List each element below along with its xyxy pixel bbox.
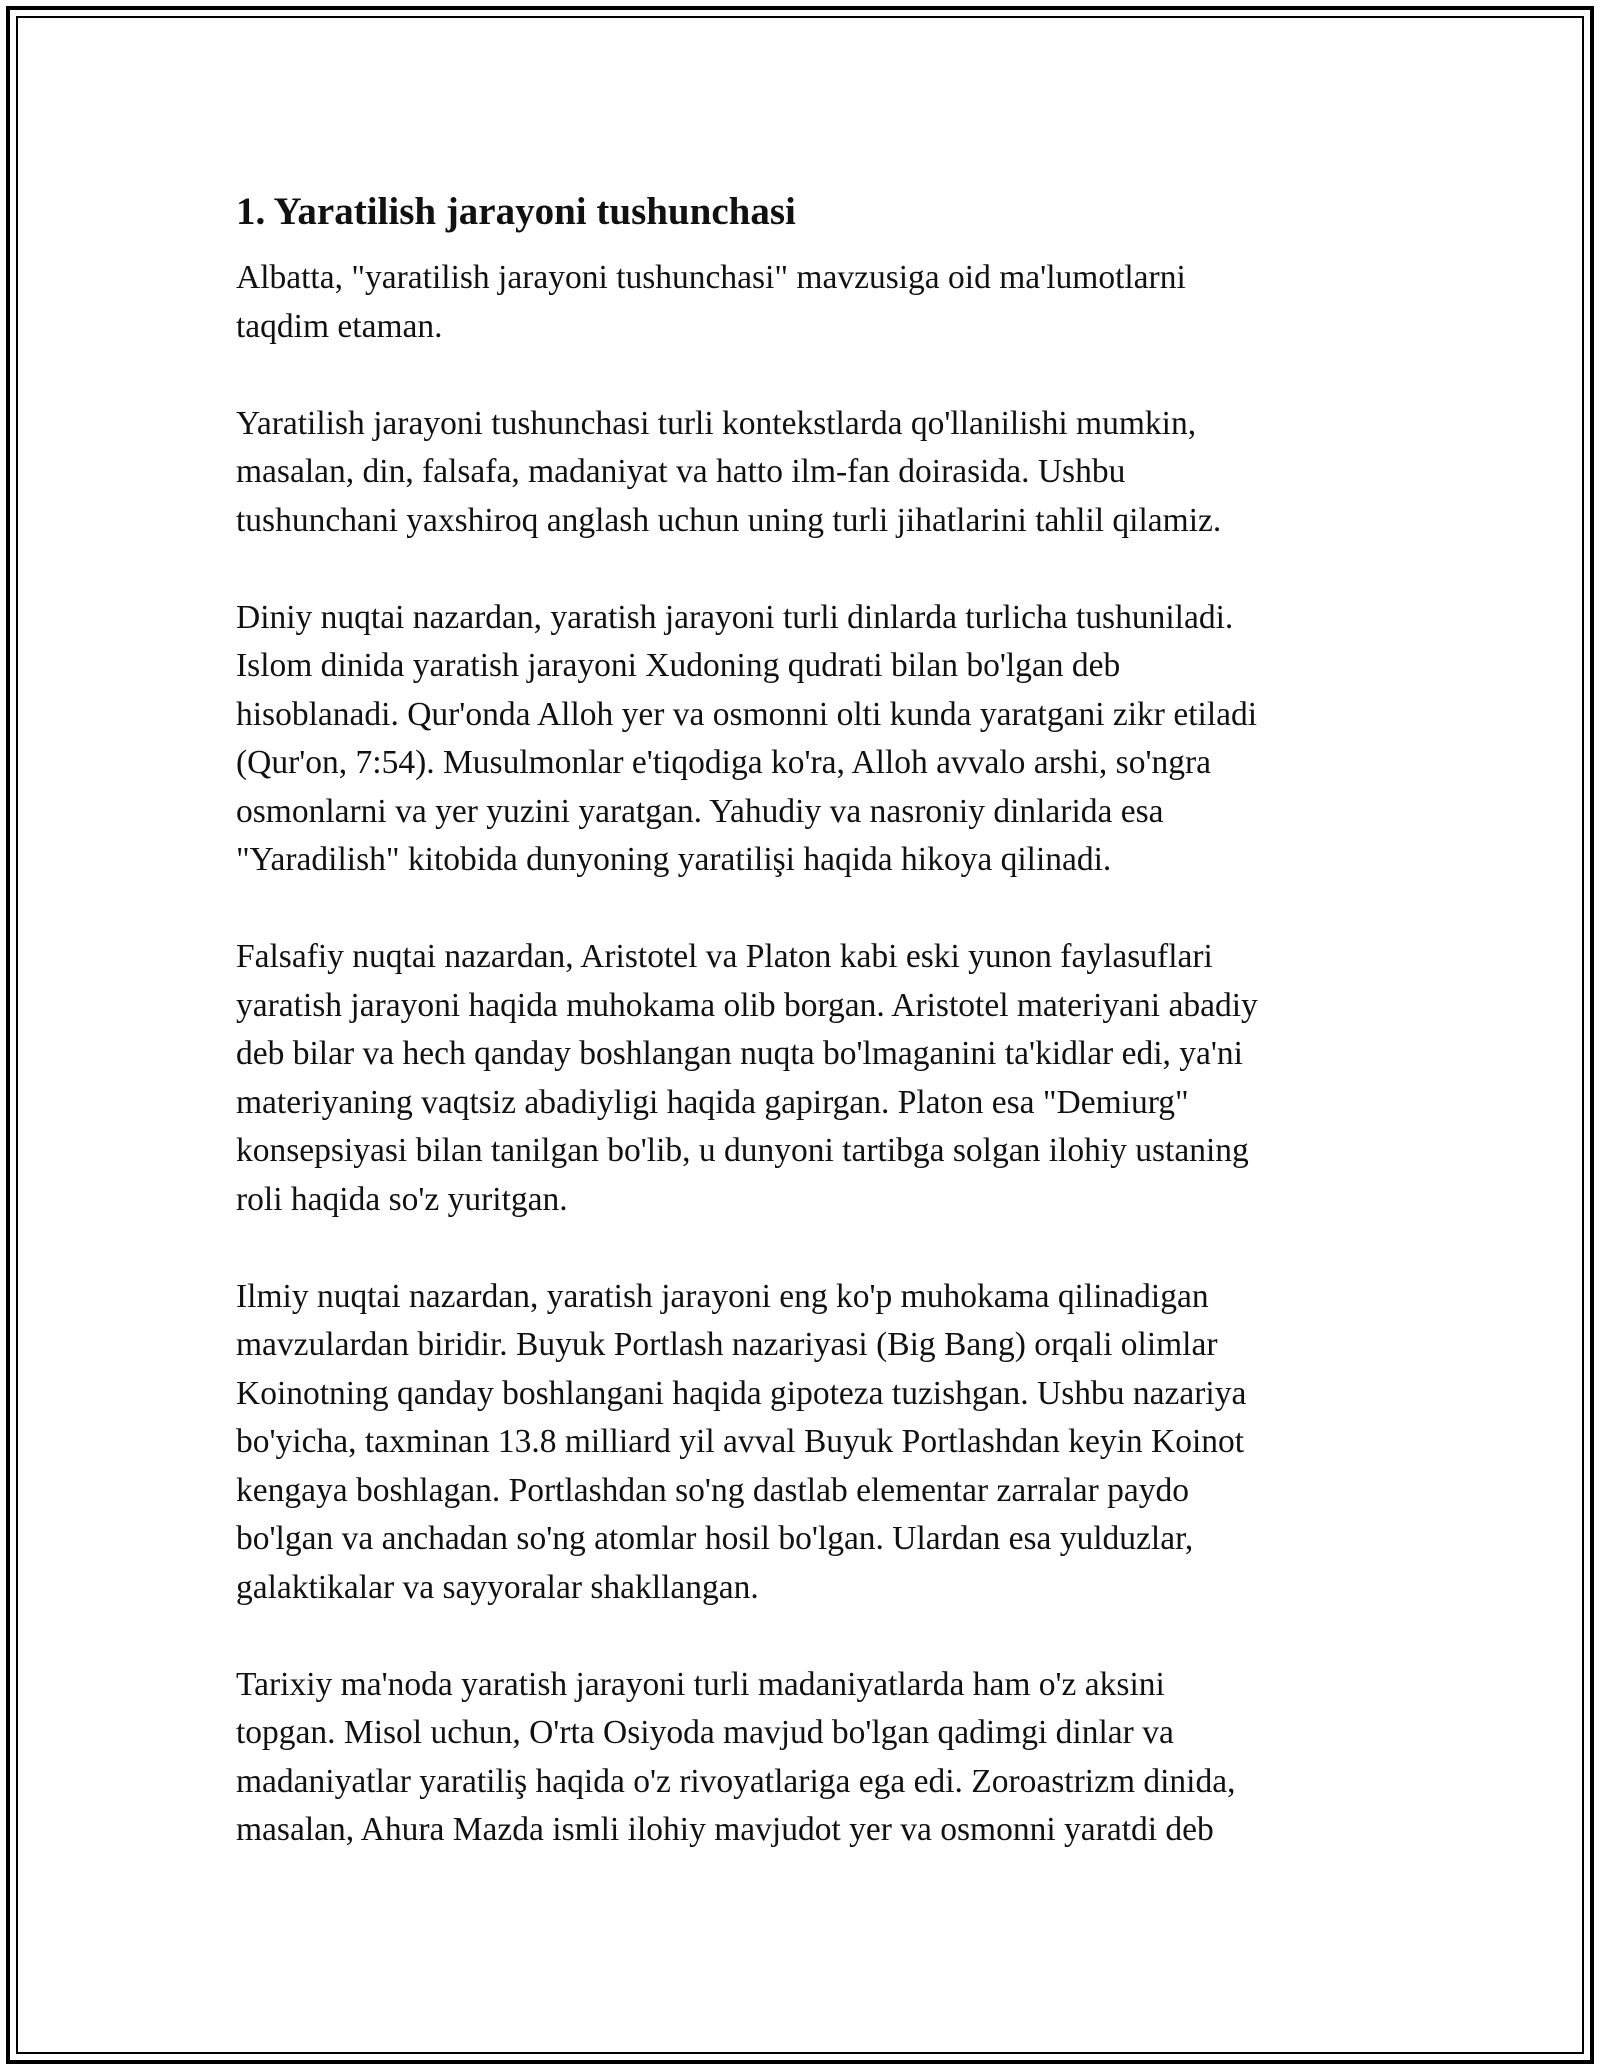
text-line: taqdim etaman.: [236, 307, 443, 345]
text-line: Ilmiy nuqtai nazardan, yaratish jarayoni eng ko'p muhokama qilinadigan: [236, 1277, 1209, 1315]
text-line: deb bilar va hech qanday boshlangan nuqta bo'lmaganini ta'kidlar edi, ya'ni: [236, 1035, 1243, 1072]
text-line: hisoblanadi. Qur'onda Alloh yer va osmonni olti kunda yaratgani zikr etiladi: [236, 695, 1258, 733]
text-line: "Yaradilish" kitobida dunyoning yaratilişi haqida hikoya qilinadi.: [236, 841, 1112, 878]
text-line: kengaya boshlagan. Portlashdan so'ng dastlab elementar zarralar paydo: [236, 1471, 1189, 1509]
text-line: Falsafiy nuqtai nazardan, Aristotel va Platon kabi eski yunon faylasuflari: [236, 938, 1213, 975]
paragraph-context: [236, 400, 1366, 546]
text-line: madaniyatlar yaratiliş haqida o'z rivoyatlariga ega edi. Zoroastrizm dinida,: [236, 1762, 1236, 1800]
text-line: Tarixiy ma'noda yaratish jarayoni turli madaniyatlarda ham o'z aksini: [236, 1665, 1165, 1703]
text-line: mavzulardan biridir. Buyuk Portlash nazariyasi (Big Bang) orqali olimlar: [236, 1326, 1218, 1363]
text-line: yaratish jarayoni haqida muhokama olib borgan. Aristotel materiyani abadiy: [236, 986, 1258, 1024]
text-line: galaktikalar va sayyoralar shakllangan.: [236, 1568, 759, 1606]
section-heading: 1. Yaratilish jarayoni tushunchasi: [236, 190, 796, 233]
text-line: Albatta, "yaratilish jarayoni tushunchasi" mavzusiga oid ma'lumotlarni: [236, 259, 1186, 296]
text-line: tushunchani yaxshiroq anglash uchun uning turli jihatlarini tahlil qilamiz.: [236, 501, 1222, 539]
text-line: masalan, Ahura Mazda ismli ilohiy mavjudot yer va osmonni yaratdi deb: [236, 1811, 1214, 1848]
text-line: Koinotning qanday boshlangani haqida gipoteza tuzishgan. Ushbu nazariya: [236, 1374, 1247, 1412]
text-line: (Qur'on, 7:54). Musulmonlar e'tiqodiga ko'ra, Alloh avvalo arshi, so'ngra: [236, 744, 1212, 781]
paragraph-historical: [236, 1661, 1366, 1855]
text-line: konsepsiyasi bilan tanilgan bo'lib, u dunyoni tartibga solgan ilohiy ustaning: [236, 1132, 1249, 1169]
paragraph-intro: [236, 254, 1366, 351]
paragraph-philosophical: [236, 933, 1366, 1224]
text-line: osmonlarni va yer yuzini yaratgan. Yahudiy va nasroniy dinlarida esa: [236, 792, 1164, 830]
paragraph-religious: [236, 594, 1366, 885]
text-line: Islom dinida yaratish jarayoni Xudoning qudrati bilan bo'lgan deb: [236, 647, 1121, 684]
paragraph-scientific: [236, 1273, 1366, 1613]
text-line: bo'yicha, taxminan 13.8 milliard yil avval Buyuk Portlashdan keyin Koinot: [236, 1423, 1245, 1460]
text-line: materiyaning vaqtsiz abadiyligi haqida gapirgan. Platon esa "Demiurg": [236, 1083, 1189, 1121]
text-line: topgan. Misol uchun, O'rta Osiyoda mavjud bo'lgan qadimgi dinlar va: [236, 1714, 1174, 1751]
text-line: Yaratilish jarayoni tushunchasi turli kontekstlarda qo'llanilishi mumkin,: [236, 404, 1197, 442]
text-line: roli haqida so'z yuritgan.: [236, 1180, 568, 1218]
text-line: masalan, din, falsafa, madaniyat va hatto ilm-fan doirasida. Ushbu: [236, 453, 1126, 490]
document-body: [236, 186, 1366, 1903]
text-line: bo'lgan va anchadan so'ng atomlar hosil bo'lgan. Ulardan esa yulduzlar,: [236, 1520, 1194, 1557]
text-line: Diniy nuqtai nazardan, yaratish jarayoni turli dinlarda turlicha tushuniladi.: [236, 598, 1234, 636]
